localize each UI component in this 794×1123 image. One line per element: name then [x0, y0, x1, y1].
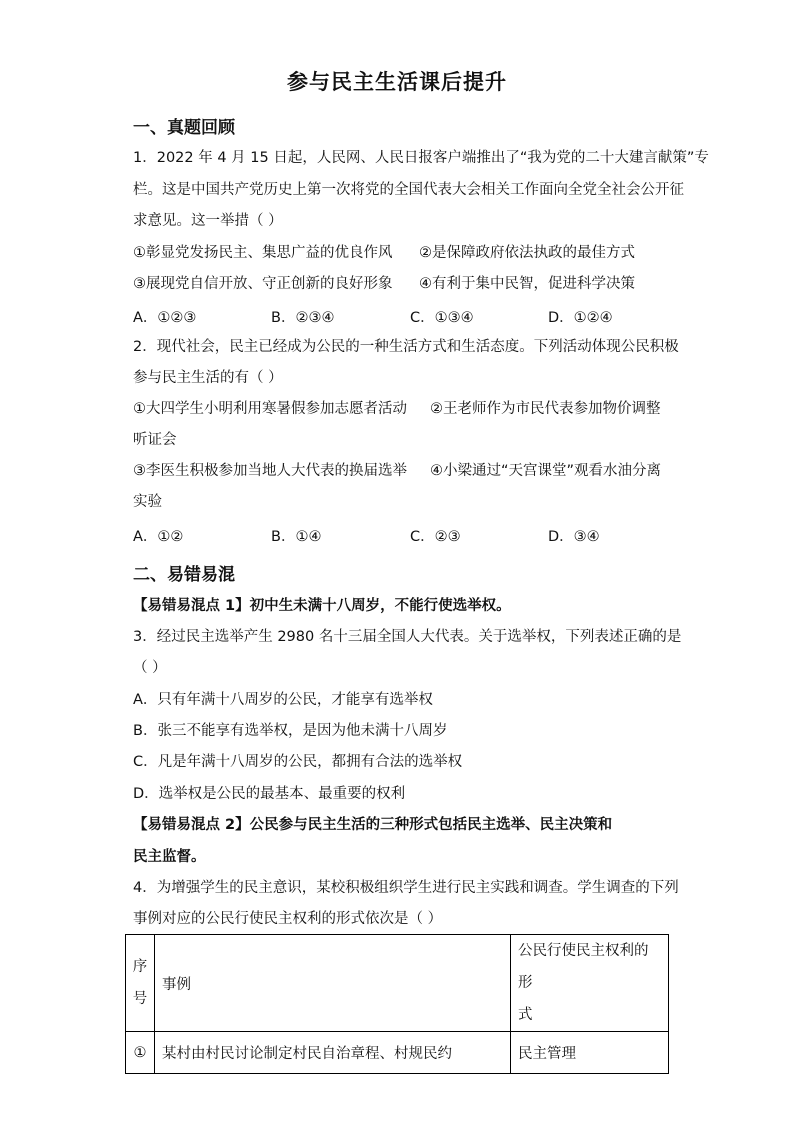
header-form-line-2: 式: [518, 1007, 533, 1023]
q1-choice-a[interactable]: A．①②③: [133, 310, 197, 326]
q3-line-1: 3．经过民主选举产生 2980 名十三届全国人大代表。关于选举权，下列表述正确的是: [133, 629, 682, 645]
table-row: [126, 1032, 669, 1074]
table-header-row: [126, 935, 669, 1032]
q1-statement-3: ③展现党自信开放、守正创新的良好形象: [133, 276, 393, 292]
q1-choice-b[interactable]: B．②③④: [271, 310, 335, 326]
q2-line-1: 2．现代社会，民主已经成为公民的一种生活方式和生活态度。下列活动体现公民积极: [133, 339, 679, 355]
q2-choice-d[interactable]: D．③④: [548, 529, 600, 545]
row-no: ①: [126, 1032, 155, 1074]
page-title: 参与民主生活课后提升: [287, 70, 507, 94]
header-case: 事例: [155, 935, 511, 1032]
q1-choice-d[interactable]: D．①②④: [548, 310, 613, 326]
q2-choice-a[interactable]: A．①②: [133, 529, 184, 545]
section-heading-errors: 二、易错易混: [133, 565, 235, 585]
q2-statement-4: ④小梁通过“天宫课堂”观看水油分离: [430, 463, 662, 479]
error-point-2-line-1: 【易错易混点 2】公民参与民主生活的三种形式包括民主选举、民主决策和: [133, 817, 613, 833]
q2-statement-2: ②王老师作为市民代表参加物价调整: [430, 401, 661, 417]
q2-choice-c[interactable]: C．②③: [410, 529, 461, 545]
q3-option-b[interactable]: B．张三不能享有选举权，是因为他未满十八周岁: [133, 723, 448, 739]
header-no-line-2: 号: [132, 991, 148, 1007]
q1-statement-1: ①彰显党发扬民主、集思广益的优良作风: [133, 245, 393, 261]
q2-statement-3: ③李医生积极参加当地人大代表的换届选举: [133, 463, 407, 479]
q2-statement-1: ①大四学生小明利用寒暑假参加志愿者活动: [133, 401, 407, 417]
q1-choice-c[interactable]: C．①③④: [410, 310, 474, 326]
q4-line-1: 4．为增强学生的民主意识，某校积极组织学生进行民主实践和调查。学生调查的下列: [133, 880, 679, 896]
q3-option-c[interactable]: C．凡是年满十八周岁的公民，都拥有合法的选举权: [133, 754, 463, 770]
q3-line-2: （ ）: [133, 660, 167, 676]
error-point-2-line-2: 民主监督。: [133, 849, 206, 865]
q1-line-3: 求意见。这一举措（ ）: [133, 213, 283, 229]
q1-statement-4: ④有利于集中民智，促进科学决策: [419, 276, 635, 292]
q2-statement-2-cont: 听证会: [133, 432, 177, 448]
header-no-line-1: 序: [132, 959, 148, 975]
q1-line-1: 1．2022 年 4 月 15 日起，人民网、人民日报客户端推出了“我为党的二十大建言献策”专: [133, 150, 709, 166]
header-form: [511, 935, 669, 1032]
row-case: 某村由村民讨论制定村民自治章程、村规民约: [155, 1032, 511, 1074]
q4-line-2: 事例对应的公民行使民主权利的形式依次是（ ）: [133, 911, 443, 927]
header-form-line-1: 公民行使民主权利的形: [518, 943, 649, 991]
q2-choice-b[interactable]: B．①④: [271, 529, 322, 545]
row-form: 民主管理: [511, 1032, 669, 1074]
q3-option-d[interactable]: D．选举权是公民的最基本、最重要的权利: [133, 786, 406, 802]
q2-statement-4-cont: 实验: [133, 494, 162, 510]
section-heading-review: 一、真题回顾: [133, 118, 235, 138]
q4-table: [125, 934, 669, 1074]
q2-line-2: 参与民主生活的有（ ）: [133, 370, 283, 386]
q1-line-2: 栏。这是中国共产党历史上第一次将党的全国代表大会相关工作面向全党全社会公开征: [133, 182, 684, 198]
q3-option-a[interactable]: A．只有年满十八周岁的公民，才能享有选举权: [133, 692, 433, 708]
error-point-1: 【易错易混点 1】初中生未满十八周岁，不能行使选举权。: [133, 598, 511, 614]
q1-statement-2: ②是保障政府依法执政的最佳方式: [419, 245, 635, 261]
header-no: [126, 935, 155, 1032]
